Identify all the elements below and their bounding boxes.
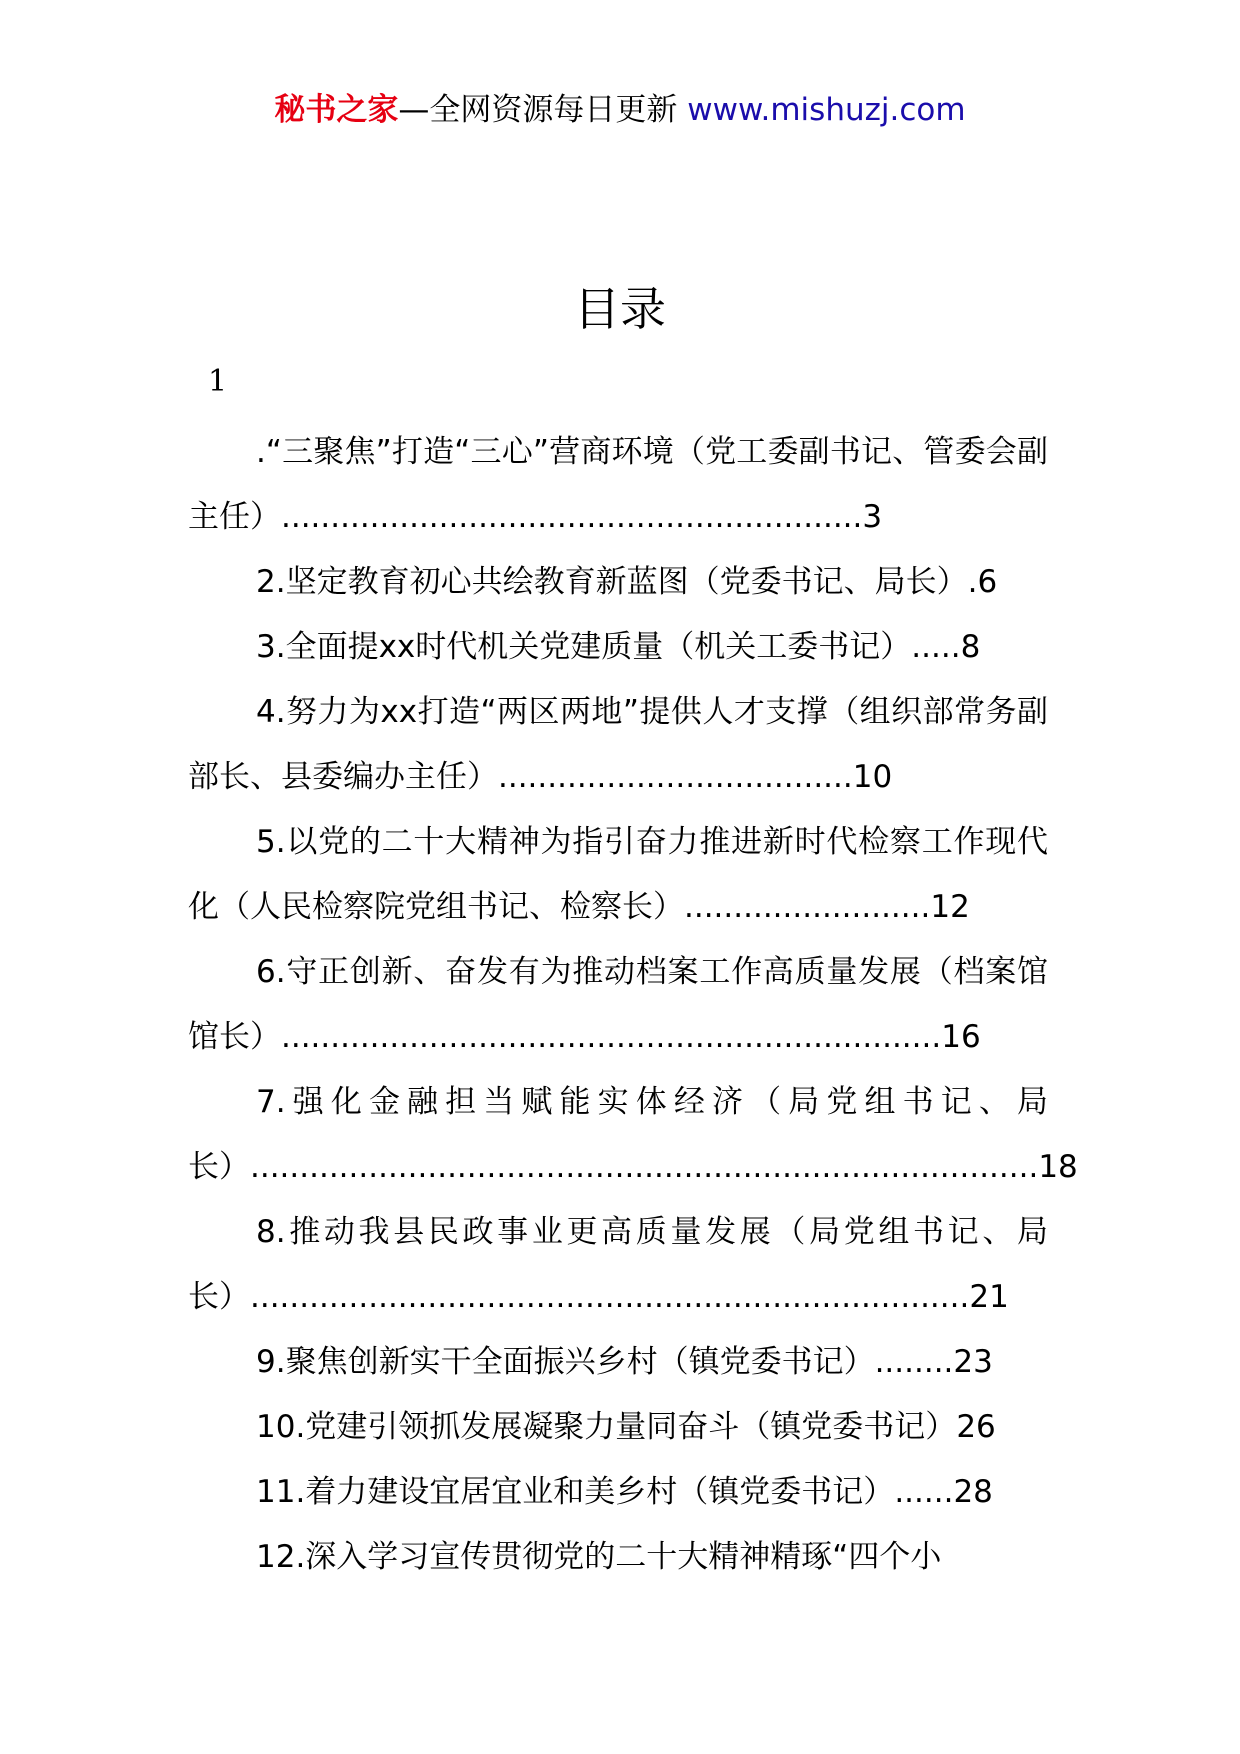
site-url-link[interactable]: www.mishuzj.com bbox=[687, 92, 966, 128]
toc-entry[interactable] bbox=[188, 940, 1048, 1070]
toc-entry-title: 11.着力建设宜居宜业和美乡村（镇党委书记） bbox=[256, 1474, 895, 1510]
site-brand: 秘书之家 bbox=[274, 92, 399, 128]
toc-entry-leader: ...... bbox=[894, 1474, 954, 1510]
toc-entry-leader: ................................................................................ bbox=[250, 1149, 1039, 1185]
toc-entry-page: 8 bbox=[960, 629, 981, 665]
table-of-contents bbox=[188, 420, 1078, 1590]
toc-entry-title: 4.努力为xx打造“两区两地”提供人才支撑（组织部常务副部长、县委编办主任） bbox=[188, 694, 1048, 795]
toc-entry-leader: .................................... bbox=[498, 759, 853, 795]
toc-entry[interactable] bbox=[188, 1460, 1048, 1525]
toc-entry[interactable] bbox=[188, 1200, 1048, 1330]
toc-entry-title: 2.坚定教育初心共绘教育新蓝图（党委书记、局长） bbox=[256, 564, 968, 600]
toc-entry-title: 12.深入学习宣传贯彻党的二十大精神精琢“四个小 bbox=[256, 1539, 942, 1575]
toc-entry-title: 10.党建引领抓发展凝聚力量同奋斗（镇党委书记） bbox=[256, 1409, 957, 1445]
toc-entry-page: 23 bbox=[953, 1344, 993, 1380]
toc-entry-leader: ........................................................... bbox=[281, 499, 863, 535]
toc-entry-leader: ..... bbox=[911, 629, 961, 665]
toc-entry-page: 16 bbox=[941, 1019, 981, 1055]
toc-entry-leader: ........ bbox=[874, 1344, 954, 1380]
site-slogan: —全网资源每日更新 bbox=[398, 92, 688, 128]
toc-entry-page: 10 bbox=[852, 759, 893, 795]
toc-entry[interactable] bbox=[188, 1525, 1048, 1590]
toc-entry-title: 7.强化金融担当赋能实体经济（局党组书记、局长） bbox=[188, 1084, 1048, 1185]
toc-entry-page: 28 bbox=[953, 1474, 993, 1510]
toc-entry[interactable] bbox=[188, 615, 1048, 680]
toc-entry[interactable] bbox=[188, 810, 1048, 940]
site-header bbox=[0, 92, 1240, 129]
toc-entry[interactable] bbox=[188, 550, 1048, 615]
toc-entry[interactable] bbox=[188, 1395, 1048, 1460]
toc-entry-page: 26 bbox=[956, 1409, 996, 1445]
toc-entry-page: 3 bbox=[862, 499, 883, 535]
toc-entry-page: 18 bbox=[1038, 1149, 1078, 1185]
toc-entry-title: 6.守正创新、奋发有为推动档案工作高质量发展（档案馆馆长） bbox=[188, 954, 1048, 1055]
page-number-marker: 1 bbox=[208, 364, 228, 399]
toc-entry-leader: ................................................................... bbox=[281, 1019, 942, 1055]
toc-entry[interactable] bbox=[188, 680, 1048, 810]
toc-entry[interactable] bbox=[188, 1070, 1078, 1200]
toc-entry-title: .“三聚焦”打造“三心”营商环境（党工委副书记、管委会副主任） bbox=[188, 434, 1048, 535]
toc-entry-leader: ......................... bbox=[684, 889, 931, 925]
toc-entry[interactable] bbox=[188, 1330, 1048, 1395]
toc-entry-page: 6 bbox=[977, 564, 998, 600]
toc-entry-title: 3.全面提xx时代机关党建质量（机关工委书记） bbox=[256, 629, 912, 665]
toc-entry[interactable] bbox=[188, 420, 1048, 550]
toc-entry-page: 21 bbox=[969, 1279, 1009, 1315]
toc-entry-leader: ......................................................................... bbox=[250, 1279, 970, 1315]
toc-entry-leader: . bbox=[967, 564, 978, 600]
page-title: 目录 bbox=[574, 282, 666, 336]
toc-entry-page: 12 bbox=[930, 889, 970, 925]
toc-entry-title: 8.推动我县民政事业更高质量发展（局党组书记、局长） bbox=[188, 1214, 1048, 1315]
toc-entry-title: 9.聚焦创新实干全面振兴乡村（镇党委书记） bbox=[256, 1344, 875, 1380]
toc-entry-title: 5.以党的二十大精神为指引奋力推进新时代检察工作现代化（人民检察院党组书记、检察长） bbox=[188, 824, 1048, 925]
